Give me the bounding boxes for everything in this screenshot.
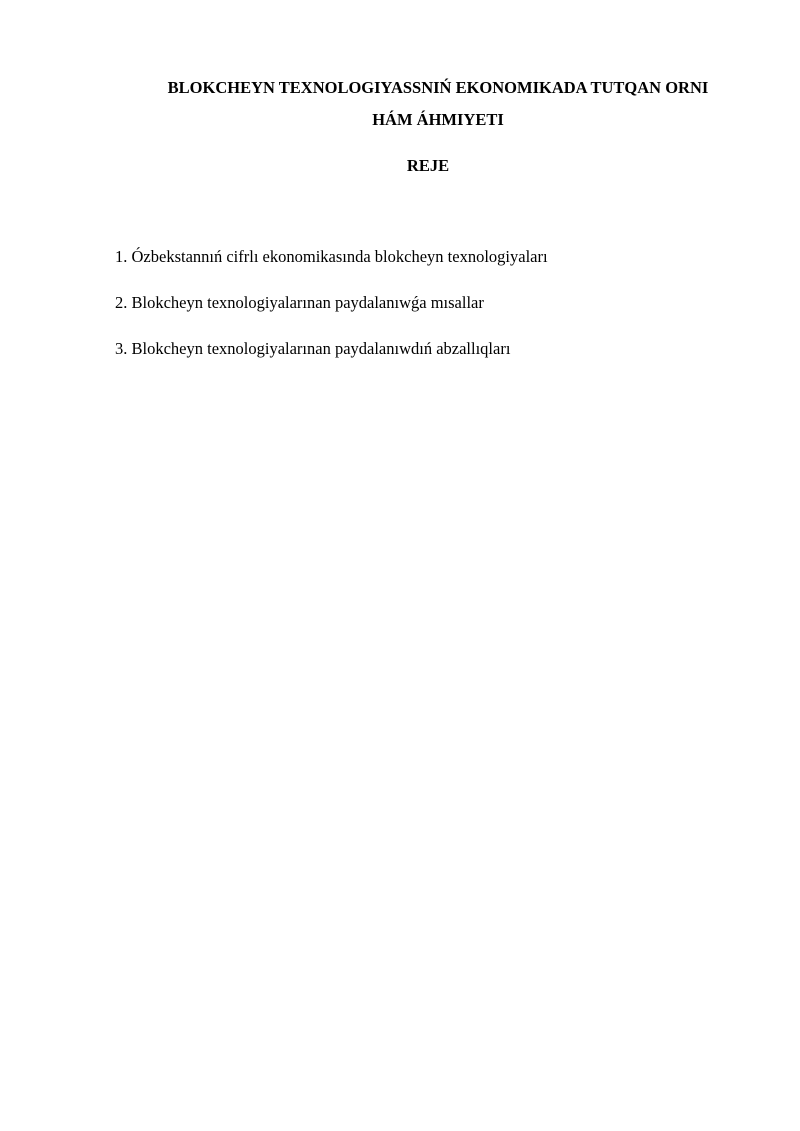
- plan-item-2: 2. Blokcheyn texnologiyalarınan paydalanıwǵa mısallar: [115, 293, 484, 312]
- plan-item-1: 1. Ózbekstannıń cifrlı ekonomikasında blokcheyn texnologiyaları: [115, 247, 548, 266]
- document-title: [100, 72, 776, 136]
- plan-item-3: 3. Blokcheyn texnologiyalarınan paydalanıwdıń abzallıqları: [115, 339, 511, 358]
- plan-heading: REJE: [406, 156, 450, 175]
- document-title-line-2: HÁM ÁHMIYETI: [372, 110, 504, 129]
- plan-list: [115, 244, 548, 382]
- document-title-line-1: BLOKCHEYN TEXNOLOGIYASSNIŃ EKONOMIKADA TUTQAN ORNI: [167, 78, 709, 97]
